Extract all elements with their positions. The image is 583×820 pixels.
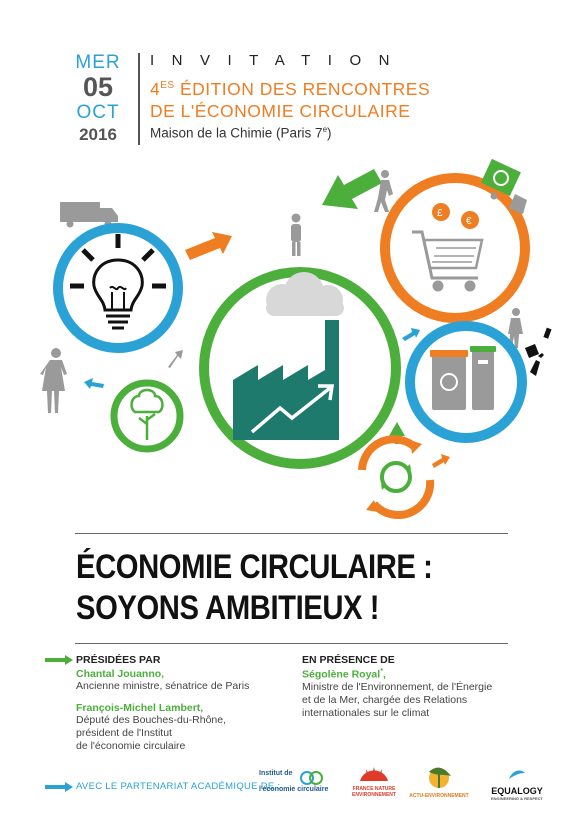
recycle-icon <box>362 439 430 515</box>
factory-icon <box>233 320 339 440</box>
logo-institut-line2: l'économie circulaire <box>259 786 329 793</box>
blue-arrow-icon <box>402 328 420 341</box>
logo-fne <box>349 763 399 798</box>
svg-text:€: € <box>466 216 472 227</box>
tree-icon <box>132 390 163 440</box>
venue <box>150 125 332 141</box>
guest-name-text: Ségolène Royal <box>302 668 381 681</box>
title-line2: SOYONS AMBITIEUX ! <box>76 589 380 627</box>
logo-fne-line2: ENVIRONNEMENT <box>352 792 396 798</box>
palm-leaf-icon <box>423 762 455 788</box>
guest-desc: Ministre de l'Environnement, de l'Énergie <box>302 680 493 693</box>
date-year: 2016 <box>79 125 117 144</box>
edition-title <box>150 75 430 122</box>
person-name: François-Michel Lambert, <box>76 702 204 714</box>
fne-leaf-icon <box>358 763 390 781</box>
edition-suffix: ES <box>160 80 175 91</box>
edition-line1: ÉDITION DES RENCONTRES <box>174 79 431 99</box>
title-rule-top <box>75 533 508 534</box>
logo-equalogy-line2: ENGINEERING & RESPECT <box>490 796 543 801</box>
venue-text: Maison de la Chimie (Paris 7 <box>150 125 323 141</box>
logo-fne-line1: FRANCE NATURE <box>352 786 396 792</box>
header-divider <box>138 53 140 145</box>
person-icon <box>291 214 301 257</box>
presided-section <box>76 654 291 753</box>
svg-text:£: £ <box>437 208 443 219</box>
title-rule-bottom <box>75 643 508 644</box>
circular-economy-illustration <box>0 150 583 530</box>
equalogy-leaf-icon <box>507 769 527 781</box>
logo-institut-line1: Institut de <box>259 770 293 777</box>
woman-icon <box>40 348 67 413</box>
venue-end: ) <box>327 125 332 141</box>
lightbulb-icon <box>70 234 166 328</box>
person-desc: Ancienne ministre, sénatrice de Paris <box>76 680 250 692</box>
green-arrow-icon <box>322 169 382 209</box>
guest-desc: internationales sur le climat <box>302 706 430 719</box>
logo-actu-environnement <box>408 762 470 799</box>
orange-arrow-icon <box>185 232 232 260</box>
event-date <box>72 53 124 143</box>
presided-heading: PRÉSIDÉES PAR <box>76 654 161 666</box>
edition-number: 4 <box>150 79 161 99</box>
guest-name <box>302 668 522 681</box>
person-desc: président de l'Institut <box>76 727 172 739</box>
presence-heading: EN PRÉSENCE DE <box>302 654 395 666</box>
page-title <box>76 547 432 629</box>
presence-section <box>302 654 522 720</box>
logo-institut <box>259 770 339 794</box>
date-day: MER <box>75 52 121 73</box>
bottle-icon <box>525 328 552 376</box>
person-name: Chantal Jouanno, <box>76 668 165 680</box>
logo-equalogy-line1: EQUALOGY <box>491 786 543 796</box>
invitation-label: INVITATION <box>150 52 407 69</box>
rings-icon <box>299 770 325 786</box>
person-desc: de l'économie circulaire <box>76 740 186 752</box>
green-pointer-arrow-icon <box>45 655 73 665</box>
logo-equalogy <box>484 768 550 801</box>
person-desc: Député des Bouches-du-Rhône, <box>76 714 227 726</box>
date-month: OCT <box>76 102 120 123</box>
logo-actu-text: ACTU-ENVIRONNEMENT <box>409 793 469 799</box>
venue-sup: e <box>322 125 328 134</box>
grey-arrow-icon <box>168 350 183 368</box>
blue-pointer-arrow-icon <box>45 782 73 792</box>
bins-icon <box>430 346 496 410</box>
blue-arrow-left-icon <box>84 378 104 389</box>
money-icon <box>432 203 479 229</box>
partnership-label: AVEC LE PARTENARIAT ACADÉMIQUE DE : <box>76 781 281 792</box>
title-line1: ÉCONOMIE CIRCULAIRE : <box>76 548 433 586</box>
edition-line2: DE L'ÉCONOMIE CIRCULAIRE <box>150 101 411 121</box>
guest-desc: et de la Mer, chargée des Relations <box>302 693 468 706</box>
orange-small-arrow-icon <box>432 454 450 468</box>
shopping-cart-icon <box>412 232 482 290</box>
date-number: 05 <box>82 72 114 102</box>
guest-name-end: , <box>382 668 386 681</box>
guest-name-sup: * <box>380 668 383 675</box>
